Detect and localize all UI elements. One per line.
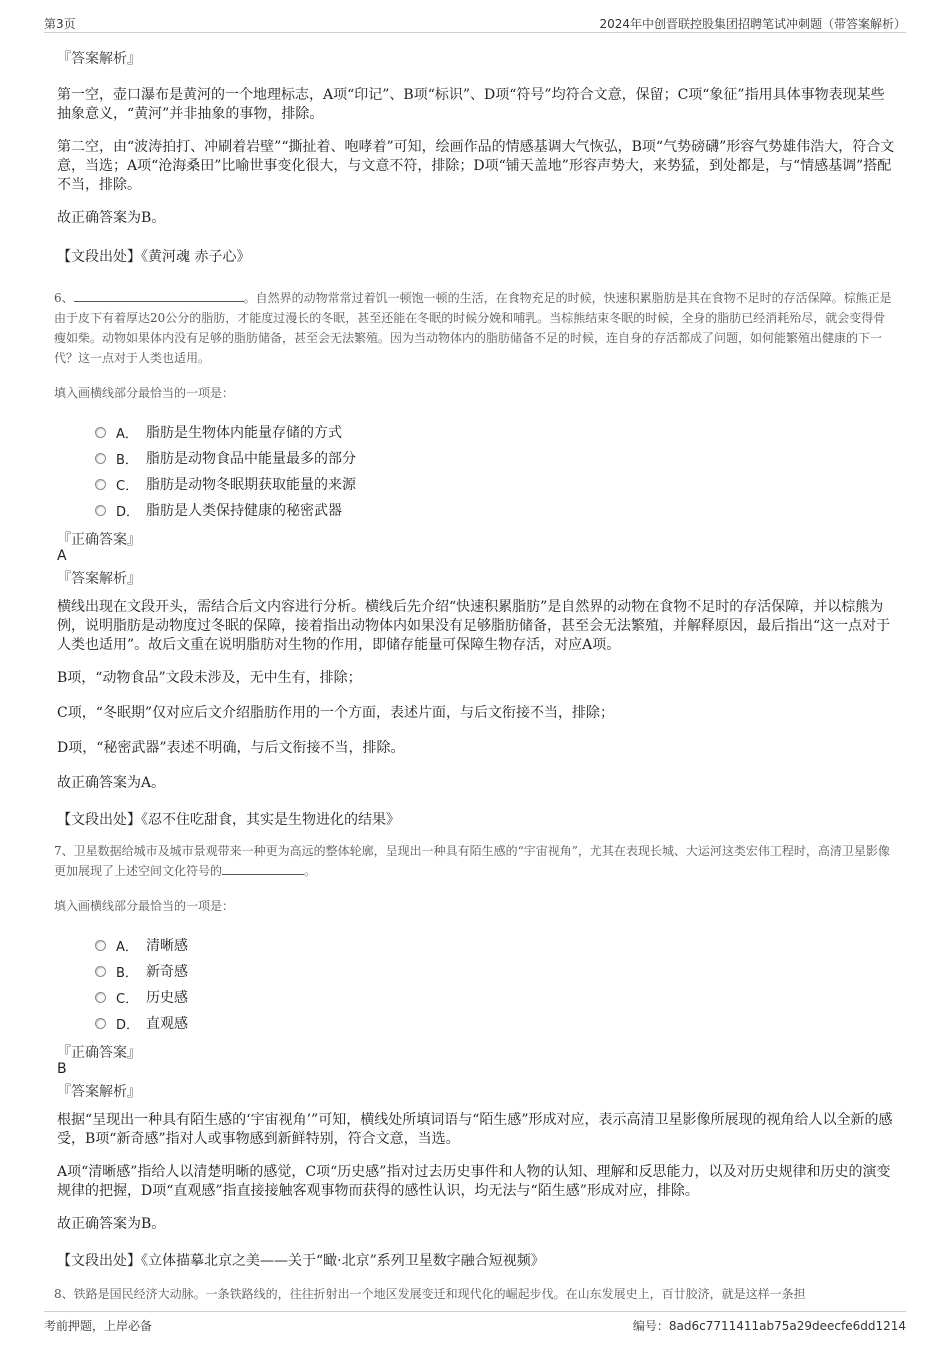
- q7-correct-answer: B: [57, 1061, 67, 1077]
- q6-correct-answer: A: [57, 548, 67, 564]
- radio-button[interactable]: [95, 940, 106, 951]
- q6-analysis-label: 『答案解析』: [57, 571, 141, 587]
- option-letter: C．: [116, 478, 139, 494]
- q6-number: 6、: [54, 291, 74, 305]
- q7-options: [95, 932, 906, 1036]
- q6-source: 【文段出处】《忍不住吃甜食，其实是生物进化的结果》: [57, 812, 400, 828]
- q6-blank: [74, 288, 244, 302]
- option-text: 脂肪是动物冬眠期获取能量的来源: [146, 477, 356, 493]
- q7-blank: [222, 861, 304, 875]
- radio-button[interactable]: [95, 992, 106, 1003]
- option-text: 脂肪是生物体内能量存储的方式: [146, 425, 342, 441]
- q7-analysis-paragraph: A项“清晰感”指给人以清楚明晰的感觉，C项“历史感”指对过去历史事件和人物的认知、理解和反思能力，以及对历史规律和历史的演变规律的把握，D项“直观感”指直接接触客观事物而获得的感性认识，均无法与“陌生感”形成对应，排除。: [57, 1164, 891, 1199]
- q6-analysis-paragraph: 横线出现在文段开头，需结合后文内容进行分析。横线后先介绍“快速积累脂肪”是自然界的动物在食物不足时的存活保障，并以棕熊为例，说明脂肪是动物度过冬眠的保障，接着指出动物体内如果没有足够脂肪储备，甚至会无法繁殖，并解释原因，最后指出“这一点对于人类也适用”。故后文重在说明脂肪对生物的作用，即储存能量可保障生物存活，对应A项。: [57, 599, 891, 653]
- option-text: 历史感: [146, 990, 188, 1006]
- q7-analysis-paragraph: 根据“呈现出一种具有陌生感的‘宇宙视角’”可知，横线处所填词语与“陌生感”形成对应，表示高清卫星影像所展现的视角给人以全新的感受，B项“新奇感”指对人或事物感到新鲜特别，符合文意，当选。: [57, 1112, 893, 1147]
- q6-analysis-paragraph: D项，“秘密武器”表述不明确，与后文衔接不当，排除。: [57, 740, 405, 756]
- q7-option-b[interactable]: [95, 958, 906, 984]
- document-code: [633, 1317, 906, 1334]
- radio-button[interactable]: [95, 966, 106, 977]
- radio-button[interactable]: [95, 453, 106, 464]
- q6-text: 。自然界的动物常常过着饥一顿饱一顿的生活，在食物充足的时候，快速积累脂肪是其在食物不足时的存活保障。棕熊正是由于皮下有着厚达20公分的脂肪，才能度过漫长的冬眠，甚至还能在冬眠的时候分娩和哺乳。当棕熊结束冬眠的时候，全身的脂肪已经消耗殆尽，就会变得骨瘦如柴。动物如果体内没有足够的脂肪储备，甚至会无法繁殖。因为当动物体内的脂肪储备不足的时候，连自身的存活都成了问题，如何能繁殖出健康的下一代？这一点对于人类也适用。: [54, 291, 892, 365]
- radio-button[interactable]: [95, 505, 106, 516]
- q6-option-a[interactable]: [95, 419, 906, 445]
- q7-text-end: 。: [304, 864, 317, 878]
- option-letter: A．: [116, 426, 138, 442]
- option-text: 清晰感: [146, 938, 188, 954]
- page-footer: [44, 1311, 906, 1336]
- option-text: 新奇感: [146, 964, 188, 980]
- q5-analysis-paragraph: 第一空，壶口瀑布是黄河的一个地理标志，A项“印记”、B项“标识”、D项“符号”均符合文意，保留；C项“象征”指用具体事物表现某些抽象意义，“黄河”并非抽象的事物，排除。: [57, 87, 885, 122]
- option-letter: B．: [116, 452, 138, 468]
- option-letter: D．: [116, 504, 140, 520]
- q6-analysis-paragraph: B项，“动物食品”文段未涉及，无中生有，排除；: [57, 670, 362, 686]
- q7-option-d[interactable]: [95, 1010, 906, 1036]
- q6-analysis-paragraph: C项，“冬眠期”仅对应后文介绍脂肪作用的一个方面，表述片面，与后文衔接不当，排除；: [57, 705, 615, 721]
- q6-option-d[interactable]: [95, 497, 906, 523]
- q7-option-a[interactable]: [95, 932, 906, 958]
- page-header: [44, 12, 906, 33]
- q5-analysis-label: 『答案解析』: [57, 51, 141, 67]
- option-letter: A．: [116, 939, 138, 955]
- option-text: 直观感: [146, 1016, 188, 1032]
- page-number: 第3页: [44, 17, 76, 31]
- q5-analysis-paragraph: 第二空，由“波涛拍打、冲刷着岩壁”“撕扯着、咆哮着”可知，绘画作品的情感基调大气恢弘，B项“气势磅礴”形容气势雄伟浩大，符合文意，当选；A项“沧海桑田”比喻世事变化很大，与文意不符，排除；D项“铺天盖地”形容声势大，来势猛，到处都是，与“情感基调”搭配不当，排除。: [57, 139, 895, 193]
- q7-text: 7、卫星数据给城市及城市景观带来一种更为高远的整体轮廓，呈现出一种具有陌生感的“宇宙视角”，尤其在表现长城、大运河这类宏伟工程时，高清卫星影像更加展现了上述空间文化符号的: [54, 844, 890, 878]
- q6-options: [95, 419, 906, 523]
- q6-option-b[interactable]: [95, 445, 906, 471]
- option-text: 脂肪是动物食品中能量最多的部分: [146, 451, 356, 467]
- document-title: 2024年中创晋联控股集团招聘笔试冲刺题（带答案解析）: [599, 17, 906, 31]
- q7-option-c[interactable]: [95, 984, 906, 1010]
- q6-option-c[interactable]: [95, 471, 906, 497]
- page-content: [54, 40, 906, 1304]
- option-letter: C．: [116, 991, 139, 1007]
- q6-prompt: 填入画横线部分最恰当的一项是：: [54, 386, 235, 400]
- option-letter: B．: [116, 965, 138, 981]
- q7-prompt: 填入画横线部分最恰当的一项是：: [54, 899, 235, 913]
- radio-button[interactable]: [95, 479, 106, 490]
- q7-stem: [54, 841, 894, 881]
- footer-slogan: 考前押题，上岸必备: [44, 1319, 153, 1333]
- q6-stem: [54, 288, 894, 368]
- q6-analysis-paragraph: 故正确答案为A。: [57, 775, 166, 791]
- q7-analysis-label: 『答案解析』: [57, 1084, 141, 1100]
- q8-stem: 8、铁路是国民经济大动脉。一条铁路线的，往往折射出一个地区发展变迁和现代化的崛起步伐。在山东发展史上，百廿胶济，就是这样一条担: [54, 1287, 806, 1301]
- code-value: 8ad6c7711411ab75a29deecfe6dd1214: [668, 1319, 906, 1333]
- q7-correct-label: 『正确答案』: [57, 1045, 141, 1061]
- q5-analysis-paragraph: 故正确答案为B。: [57, 210, 166, 226]
- q7-analysis-paragraph: 故正确答案为B。: [57, 1216, 166, 1232]
- radio-button[interactable]: [95, 427, 106, 438]
- option-letter: D．: [116, 1017, 140, 1033]
- q6-correct-label: 『正确答案』: [57, 532, 141, 548]
- q5-source: 【文段出处】《黄河魂 赤子心》: [57, 249, 251, 265]
- option-text: 脂肪是人类保持健康的秘密武器: [146, 503, 342, 519]
- radio-button[interactable]: [95, 1018, 106, 1029]
- q7-source: 【文段出处】《立体描摹北京之美——关于“瞰·北京”系列卫星数字融合短视频》: [57, 1253, 545, 1269]
- code-label: 编号：: [632, 1319, 669, 1333]
